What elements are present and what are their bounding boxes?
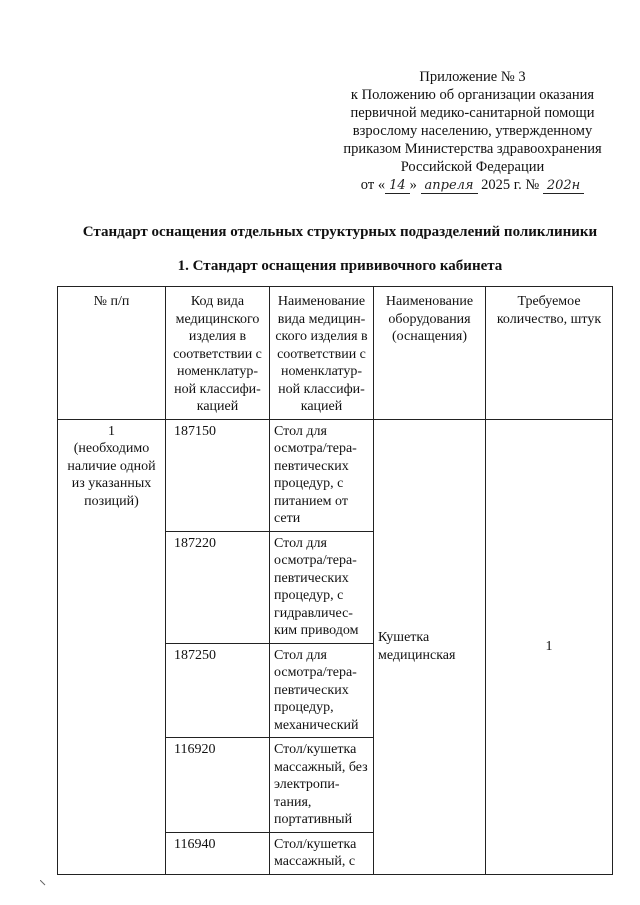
date-suffix: » — [409, 177, 417, 193]
document-title: Стандарт оснащения отдельных структурных подразделений поликлиники — [82, 224, 598, 240]
appendix-line: к Положению об организации оказания — [350, 87, 595, 103]
header-cell-number: № п/п — [58, 287, 166, 420]
handwritten-month: апреля — [421, 178, 478, 194]
appendix-line: взрослому населению, утвержденному — [352, 123, 593, 139]
header-cell-quantity: Требуемое количество, штук — [486, 287, 613, 420]
equipment-table — [57, 286, 613, 875]
device-name-cell: Стол для осмотра/тера-певтических процедур, с гидравличес-ким приводом — [270, 531, 374, 643]
device-name-cell: Стол для осмотра/тера-певтических процедур, механический — [270, 643, 374, 738]
code-cell: 116940 — [166, 832, 270, 874]
appendix-title: Приложение № 3 — [419, 69, 526, 85]
appendix-line: приказом Министерства здравоохранения — [343, 141, 602, 157]
appendix-line: первичной медико-санитарной помощи — [350, 105, 595, 121]
table-row — [58, 419, 613, 531]
row-number-cell — [58, 419, 166, 874]
scan-mark-icon — [40, 880, 46, 886]
code-cell: 116920 — [166, 738, 270, 833]
code-cell: 187220 — [166, 531, 270, 643]
row-number: 1 — [108, 423, 115, 439]
appendix-header — [335, 68, 610, 195]
row-note: (необходимо наличие одной из указанных позиций) — [67, 441, 156, 509]
table-header-row — [58, 287, 613, 420]
date-prefix: от « — [360, 177, 386, 193]
handwritten-order-number: 202н — [543, 178, 584, 194]
header-cell-code: Код вида медицинского изделия в соответствии с номенклатур-ной классифи-кацией — [166, 287, 270, 420]
quantity-cell: 1 — [486, 419, 613, 874]
order-year: 2025 г. № — [481, 177, 540, 193]
code-cell: 187250 — [166, 643, 270, 738]
section-title: 1. Стандарт оснащения прививочного кабинета — [177, 258, 503, 274]
device-name-cell: Стол/кушетка массажный, без электропи-тания, портативный — [270, 738, 374, 833]
device-name-cell: Стол для осмотра/тера-певтических процедур, с питанием от сети — [270, 419, 374, 531]
device-name-cell: Стол/кушетка массажный, с — [270, 832, 374, 874]
header-cell-equipment: Наименование оборудования (оснащения) — [374, 287, 486, 420]
appendix-line: Российской Федерации — [400, 159, 545, 175]
code-cell: 187150 — [166, 419, 270, 531]
order-date-line — [335, 176, 610, 195]
handwritten-day: 14 — [385, 178, 410, 194]
equipment-name-cell: Кушетка медицинская — [374, 419, 486, 874]
header-cell-device-name: Наименование вида медицин-ского изделия в соответствии с номенклатур-ной классифи-кацией — [270, 287, 374, 420]
